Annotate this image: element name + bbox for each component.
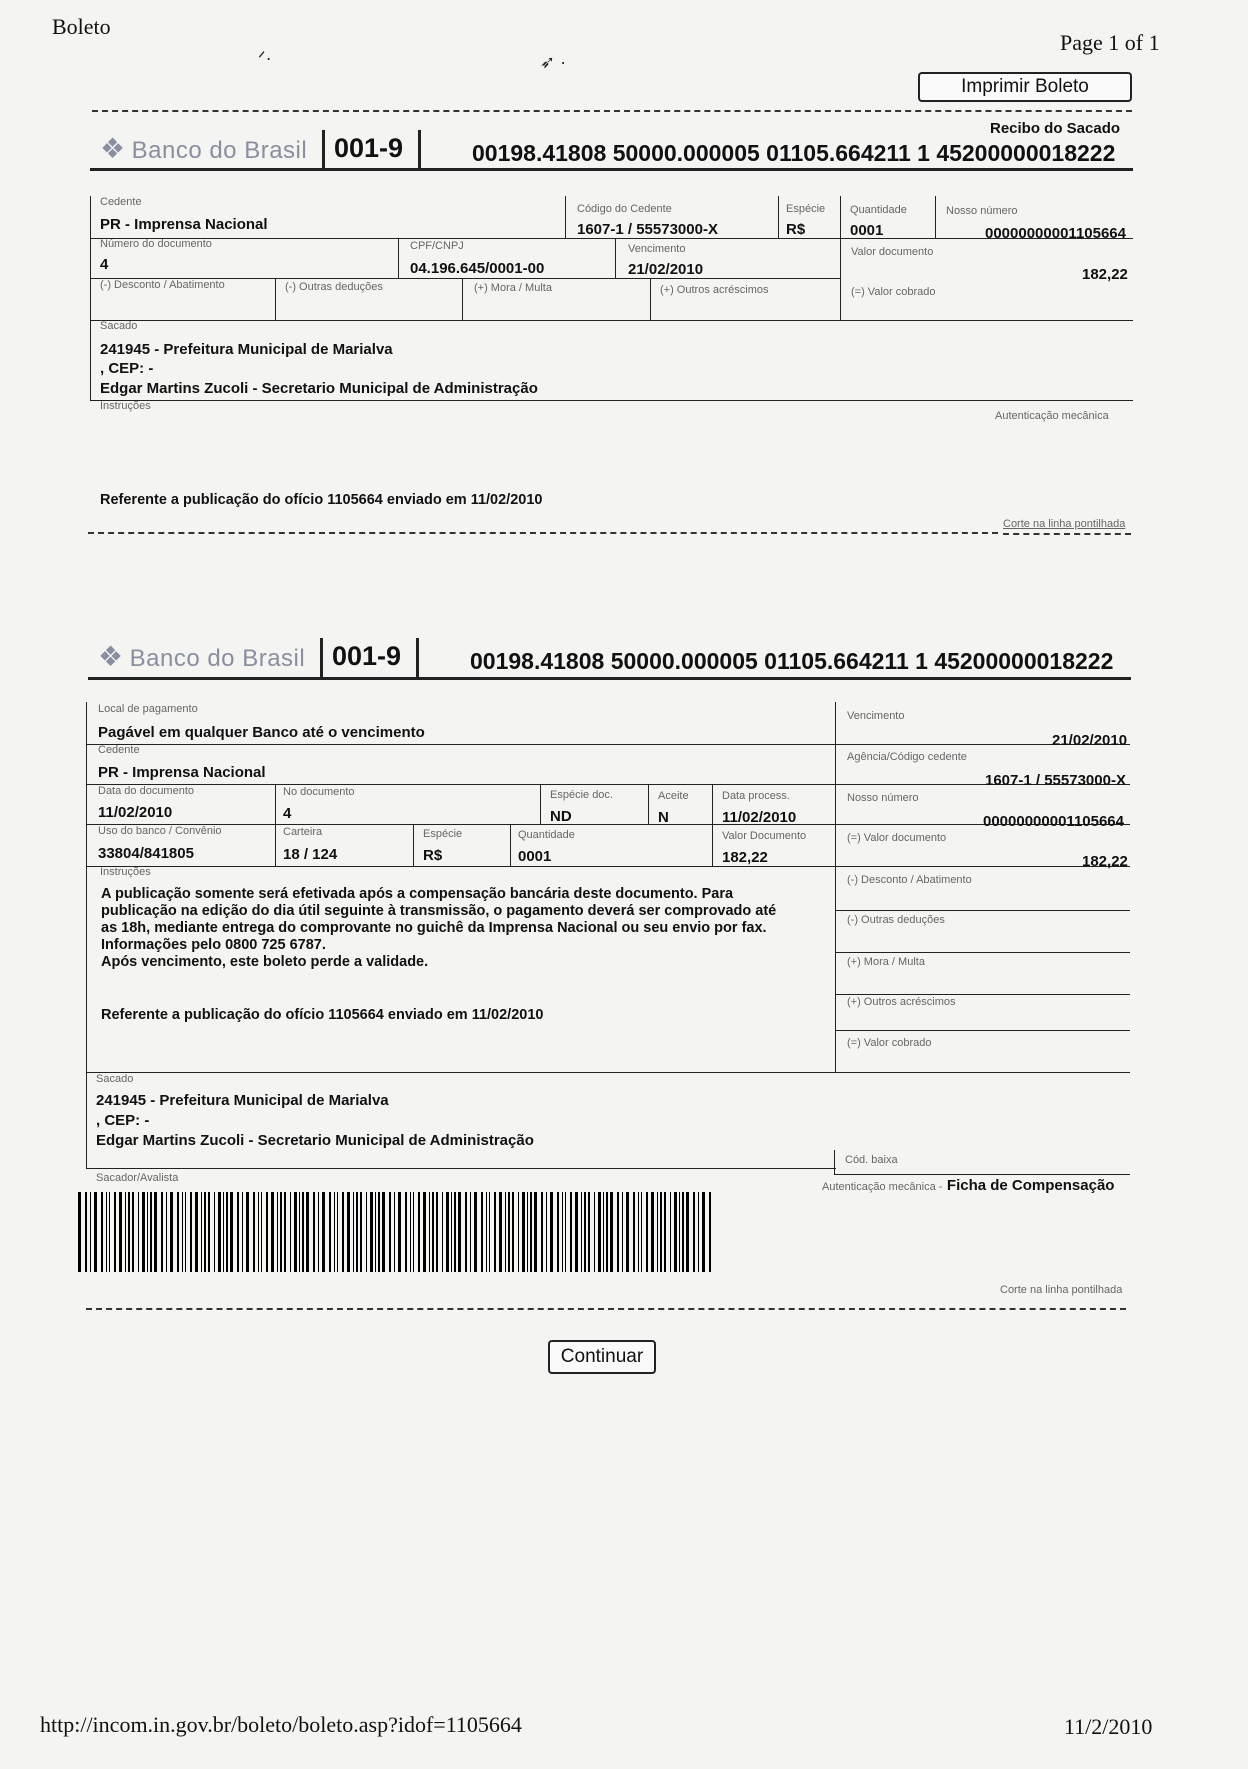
footer-date: 11/2/2010 [1064, 1714, 1153, 1739]
barcode-bar [518, 1192, 519, 1272]
print-button[interactable]: Imprimir Boleto [918, 72, 1132, 102]
header-rule [90, 168, 1133, 171]
cedente-label: Cedente [100, 196, 142, 208]
referente-text: Referente a publicação do ofício 1105664 enviado em 11/02/2010 [100, 492, 543, 508]
barcode-bar [226, 1192, 228, 1272]
cedente-value: PR - Imprensa Nacional [100, 216, 268, 233]
grid-line [835, 1030, 1130, 1031]
grid-line [86, 866, 1130, 867]
digitable-line: 00198.41808 50000.000005 01105.664211 1 45200000018222 [470, 648, 1114, 674]
sacado-label: Sacado [96, 1073, 134, 1085]
especie-value: R$ [423, 847, 443, 864]
barcode-bar [622, 1192, 623, 1272]
barcode-bar [442, 1192, 443, 1272]
codigo-cedente-value: 1607-1 / 55573000-X [577, 221, 718, 238]
local-pagamento-label: Local de pagamento [98, 703, 198, 715]
barcode-bar [353, 1192, 354, 1272]
divider [416, 638, 419, 678]
barcode-bar [266, 1192, 268, 1272]
local-pagamento-value: Pagável em qualquer Banco até o vencimento [98, 724, 425, 741]
barcode-bar [334, 1192, 335, 1272]
grid-line [840, 196, 841, 320]
barcode-bar [109, 1192, 110, 1272]
data-documento-label: Data do documento [98, 785, 195, 797]
agencia-label: Agência/Código cedente [847, 751, 967, 763]
grid-line [90, 320, 1133, 321]
grid-line [650, 278, 651, 320]
scan-speck: ➶ · [540, 52, 567, 72]
barcode-bar [342, 1192, 344, 1272]
divider [320, 638, 323, 678]
cut-line [86, 1308, 1126, 1310]
barcode-bar [306, 1192, 309, 1272]
grid-line [413, 824, 414, 866]
barcode-bar [651, 1192, 654, 1272]
barcode-bar [446, 1192, 449, 1272]
barcode-bar [702, 1192, 705, 1272]
barcode-bar [322, 1192, 325, 1272]
footer-url: http://incom.in.gov.br/boleto/boleto.asp?idof=1105664 [40, 1712, 522, 1737]
valor-documento-value: 182,22 [1082, 266, 1128, 283]
numero-documento-value: 4 [100, 256, 109, 273]
barcode-bar [128, 1192, 130, 1272]
cut-line [92, 110, 1132, 112]
grid-line [462, 278, 463, 320]
instrucoes-label: Instruções [100, 400, 151, 412]
grid-line [835, 994, 1130, 995]
referente-text: Referente a publicação do ofício 1105664 enviado em 11/02/2010 [101, 1007, 544, 1023]
barcode-bar [138, 1192, 139, 1272]
barcode-bar [474, 1192, 477, 1272]
bank-logo [98, 640, 305, 673]
valor-cobrado-label: (=) Valor cobrado [851, 286, 936, 298]
aceite-label: Aceite [658, 790, 689, 802]
grid-line [90, 320, 91, 400]
barcode-bar [641, 1192, 642, 1272]
barcode-bar [347, 1192, 350, 1272]
grid-line [648, 784, 649, 824]
grid-line [275, 278, 276, 320]
barcode-bar [378, 1192, 380, 1272]
barcode-bar [405, 1192, 407, 1272]
carteira-label: Carteira [283, 826, 323, 838]
instrucoes-line-2: publicação na edição do dia útil seguinte à transmissão, o pagamento deverá ser comprovado até [101, 903, 777, 919]
barcode-bar [223, 1192, 224, 1272]
sacado-line-2: , CEP: - [96, 1112, 150, 1129]
grid-line [778, 196, 779, 238]
quantidade-label: Quantidade [518, 829, 575, 841]
barcode-bar [277, 1192, 278, 1272]
barcode-bar [638, 1192, 639, 1272]
barcode-bar [418, 1192, 420, 1272]
cedente-value: PR - Imprensa Nacional [98, 764, 266, 781]
barcode-bar [610, 1192, 613, 1272]
codigo-cedente-label: Código do Cedente [577, 203, 672, 215]
sacado-line-3: Edgar Martins Zucoli - Secretario Municipal de Administração [96, 1132, 534, 1149]
barcode-bar [660, 1192, 662, 1272]
barcode-bar [125, 1192, 126, 1272]
bank-logo-icon: ❖ [98, 641, 124, 672]
barcode-bar [522, 1192, 525, 1272]
grid-line [275, 784, 276, 866]
barcode-bar [646, 1192, 648, 1272]
barcode-bar [494, 1192, 496, 1272]
barcode-bar [486, 1192, 487, 1272]
digitable-line: 00198.41808 50000.000005 01105.664211 1 45200000018222 [472, 140, 1116, 166]
barcode-bar [253, 1192, 255, 1272]
barcode-bar [389, 1192, 391, 1272]
continue-button[interactable]: Continuar [548, 1340, 656, 1374]
sacador-label: Sacador/Avalista [96, 1172, 179, 1184]
carteira-value: 18 / 124 [283, 846, 338, 863]
barcode-bar [366, 1192, 367, 1272]
barcode-bar [246, 1192, 249, 1272]
page-title: Boleto [52, 14, 111, 39]
grid-line [398, 238, 399, 278]
mora-label: (+) Mora / Multa [847, 956, 925, 968]
barcode [78, 1192, 718, 1272]
grid-line [565, 196, 566, 238]
instrucoes-label: Instruções [100, 866, 151, 878]
barcode-bar [557, 1192, 559, 1272]
barcode-bar [280, 1192, 282, 1272]
divider [418, 130, 421, 170]
grid-line [834, 1150, 835, 1174]
barcode-bar [584, 1192, 586, 1272]
vencimento-label: Vencimento [628, 243, 686, 255]
uso-banco-value: 33804/841805 [98, 845, 194, 862]
mora-label: (+) Mora / Multa [474, 282, 552, 294]
nosso-numero-label: Nosso número [946, 205, 1018, 217]
barcode-bar [142, 1192, 145, 1272]
instrucoes-line-3: as 18h, mediante entrega do comprovante no guichê da Imprensa Nacional ou seu envio por fax. [101, 920, 767, 936]
cpf-value: 04.196.645/0001-00 [410, 260, 545, 277]
agencia-value: 1607-1 / 55573000-X [985, 772, 1126, 789]
quantidade-value: 0001 [518, 848, 552, 865]
barcode-bar [375, 1192, 376, 1272]
barcode-bar [562, 1192, 563, 1272]
cedente-label: Cedente [98, 744, 140, 756]
desconto-label: (-) Desconto / Abatimento [100, 279, 225, 291]
barcode-bar [674, 1192, 677, 1272]
barcode-bar [370, 1192, 373, 1272]
header-rule [88, 677, 1131, 680]
barcode-bar [508, 1192, 510, 1272]
barcode-bar [218, 1192, 221, 1272]
barcode-bar [258, 1192, 259, 1272]
sacado-line-1: 241945 - Prefeitura Municipal de Marialva [100, 341, 393, 358]
cut-line [88, 532, 998, 534]
grid-line [835, 910, 1130, 911]
sacado-label: Sacado [100, 320, 138, 332]
barcode-bar [534, 1192, 537, 1272]
barcode-bar [570, 1192, 572, 1272]
instrucoes-line-5: Após vencimento, este boleto perde a validade. [101, 954, 429, 970]
barcode-bar [413, 1192, 414, 1272]
barcode-bar [679, 1192, 680, 1272]
barcode-bar [429, 1192, 430, 1272]
valor-documento-label: Valor Documento [722, 830, 807, 842]
barcode-bar [686, 1192, 689, 1272]
barcode-bar [499, 1192, 502, 1272]
bank-logo [100, 132, 307, 165]
grid-line [86, 824, 1130, 825]
barcode-bar [294, 1192, 297, 1272]
barcode-bar [106, 1192, 107, 1272]
barcode-bar [432, 1192, 434, 1272]
barcode-bar [451, 1192, 452, 1272]
barcode-bar [530, 1192, 532, 1272]
grid-line [835, 952, 1130, 953]
grid-line [86, 702, 87, 1168]
no-documento-value: 4 [283, 805, 292, 822]
barcode-bar [588, 1192, 590, 1272]
barcode-bar [565, 1192, 566, 1272]
barcode-bar [337, 1192, 338, 1272]
sacado-line-3: Edgar Martins Zucoli - Secretario Municipal de Administração [100, 380, 538, 397]
barcode-bar [470, 1192, 471, 1272]
barcode-bar [182, 1192, 183, 1272]
instrucoes-line-1: A publicação somente será efetivada após a compensação bancária deste documento. Para [101, 886, 734, 902]
valor-documento-right-value: 182,22 [1082, 853, 1128, 870]
divider [322, 130, 325, 170]
especie-value: R$ [786, 221, 806, 238]
quantidade-value: 0001 [850, 222, 884, 239]
vencimento-value: 21/02/2010 [1052, 732, 1128, 749]
outras-deducoes-label: (-) Outras deduções [285, 281, 383, 293]
cpf-label: CPF/CNPJ [410, 240, 464, 252]
barcode-bar [356, 1192, 358, 1272]
barcode-bar [682, 1192, 684, 1272]
barcode-bar [214, 1192, 215, 1272]
instrucoes-line-4: Informações pelo 0800 725 6787. [101, 937, 326, 953]
valor-documento-label: Valor documento [851, 246, 934, 258]
barcode-bar [237, 1192, 239, 1272]
bank-name: Banco do Brasil [129, 645, 306, 672]
grid-line [90, 196, 91, 320]
uso-banco-label: Uso do banco / Convênio [98, 825, 222, 837]
barcode-bar [284, 1192, 286, 1272]
barcode-bar [670, 1192, 671, 1272]
barcode-bar [410, 1192, 411, 1272]
grid-line [615, 238, 616, 278]
barcode-bar [185, 1192, 186, 1272]
barcode-bar [177, 1192, 179, 1272]
barcode-bar [398, 1192, 401, 1272]
barcode-bar [166, 1192, 167, 1272]
autenticacao-label: Autenticação mecânica [995, 410, 1109, 422]
corte-label: Corte na linha pontilhada [1003, 518, 1126, 530]
barcode-bar [465, 1192, 467, 1272]
barcode-bar [318, 1192, 319, 1272]
barcode-bar [664, 1192, 666, 1272]
barcode-bar [606, 1192, 608, 1272]
barcode-bar [204, 1192, 206, 1272]
no-documento-label: No documento [283, 786, 355, 798]
valor-documento-value: 182,22 [722, 849, 768, 866]
barcode-bar [626, 1192, 629, 1272]
barcode-bar [481, 1192, 483, 1272]
barcode-bar [489, 1192, 490, 1272]
barcode-bar [329, 1192, 331, 1272]
barcode-bar [154, 1192, 157, 1272]
barcode-bar [313, 1192, 315, 1272]
barcode-bar [575, 1192, 578, 1272]
aceite-value: N [658, 809, 669, 826]
barcode-bar [208, 1192, 210, 1272]
barcode-bar [242, 1192, 243, 1272]
grid-line [90, 400, 1133, 401]
vencimento-value: 21/02/2010 [628, 261, 704, 278]
barcode-bar [657, 1192, 658, 1272]
barcode-bar [382, 1192, 385, 1272]
ficha-title: Ficha de Compensação [946, 1177, 1115, 1194]
valor-documento-right-label: (=) Valor documento [847, 832, 947, 844]
barcode-bar [603, 1192, 604, 1272]
barcode-bar [161, 1192, 163, 1272]
barcode-bar [541, 1192, 543, 1272]
grid-line [540, 784, 541, 824]
especie-label: Espécie [786, 203, 826, 215]
barcode-bar [147, 1192, 148, 1272]
barcode-bar [119, 1192, 122, 1272]
barcode-bar [230, 1192, 233, 1272]
barcode-bar [394, 1192, 395, 1272]
barcode-bar [594, 1192, 595, 1272]
barcode-bar [90, 1192, 91, 1272]
barcode-bar [527, 1192, 528, 1272]
cut-line [1003, 533, 1131, 535]
barcode-bar [302, 1192, 304, 1272]
nosso-numero-value: 00000000001105664 [985, 225, 1126, 242]
barcode-bar [201, 1192, 202, 1272]
cod-baixa-label: Cód. baixa [845, 1154, 898, 1166]
barcode-bar [698, 1192, 699, 1272]
data-documento-value: 11/02/2010 [98, 804, 173, 821]
bank-code: 001-9 [334, 133, 404, 163]
barcode-bar [693, 1192, 695, 1272]
barcode-bar [617, 1192, 619, 1272]
outras-deducoes-label: (-) Outras deduções [847, 914, 945, 926]
barcode-bar [546, 1192, 547, 1272]
quantidade-label: Quantidade [850, 204, 907, 216]
barcode-bar [505, 1192, 506, 1272]
especie-label: Espécie [423, 828, 463, 840]
barcode-bar [633, 1192, 635, 1272]
barcode-bar [195, 1192, 198, 1272]
nosso-numero-value: 00000000001105664 [983, 813, 1124, 830]
bank-logo-icon: ❖ [100, 133, 126, 164]
barcode-bar [150, 1192, 152, 1272]
corte-label: Corte na linha pontilhada [1000, 1284, 1123, 1296]
barcode-bar [78, 1192, 81, 1272]
grid-line [86, 1168, 836, 1169]
nosso-numero-label: Nosso número [847, 792, 919, 804]
barcode-bar [94, 1192, 97, 1272]
valor-cobrado-label: (=) Valor cobrado [847, 1037, 932, 1049]
barcode-bar [598, 1192, 601, 1272]
grid-line [712, 784, 713, 866]
sacado-line-2: , CEP: - [100, 360, 154, 377]
barcode-bar [709, 1192, 711, 1272]
sacado-line-1: 241945 - Prefeitura Municipal de Marialva [96, 1092, 389, 1109]
page-info: Page 1 of 1 [1060, 30, 1160, 55]
barcode-bar [436, 1192, 438, 1272]
barcode-bar [423, 1192, 426, 1272]
data-process-value: 11/02/2010 [722, 809, 797, 826]
barcode-bar [261, 1192, 262, 1272]
barcode-bar [290, 1192, 291, 1272]
grid-line [86, 1072, 1130, 1073]
barcode-bar [299, 1192, 300, 1272]
barcode-bar [85, 1192, 87, 1272]
desconto-label: (-) Desconto / Abatimento [847, 874, 972, 886]
outros-acrescimos-label: (+) Outros acréscimos [847, 996, 956, 1008]
especie-doc-value: ND [550, 808, 572, 825]
scan-speck: ᐟ· [258, 48, 272, 68]
autenticacao-label: Autenticação mecânica - [822, 1181, 943, 1193]
receipt-title: Recibo do Sacado [990, 120, 1121, 137]
bank-code: 001-9 [332, 641, 402, 671]
numero-documento-label: Número do documento [100, 238, 212, 250]
grid-line [935, 196, 936, 238]
barcode-bar [458, 1192, 461, 1272]
vencimento-label: Vencimento [847, 710, 905, 722]
outros-acrescimos-label: (+) Outros acréscimos [660, 284, 769, 296]
barcode-bar [170, 1192, 173, 1272]
barcode-bar [512, 1192, 514, 1272]
especie-doc-label: Espécie doc. [550, 789, 613, 801]
bank-name: Banco do Brasil [131, 137, 308, 164]
barcode-bar [581, 1192, 582, 1272]
grid-line [86, 744, 835, 745]
barcode-bar [101, 1192, 103, 1272]
grid-line [510, 824, 511, 866]
grid-line [86, 784, 1130, 785]
barcode-bar [360, 1192, 362, 1272]
ficha-footer-right [822, 1177, 1114, 1195]
grid-line [834, 1174, 1130, 1175]
barcode-bar [271, 1192, 274, 1272]
barcode-bar [132, 1192, 134, 1272]
barcode-bar [550, 1192, 553, 1272]
grid-line [90, 238, 1133, 239]
barcode-bar [190, 1192, 192, 1272]
data-process-label: Data process. [722, 790, 790, 802]
barcode-bar [114, 1192, 116, 1272]
barcode-bar [454, 1192, 456, 1272]
